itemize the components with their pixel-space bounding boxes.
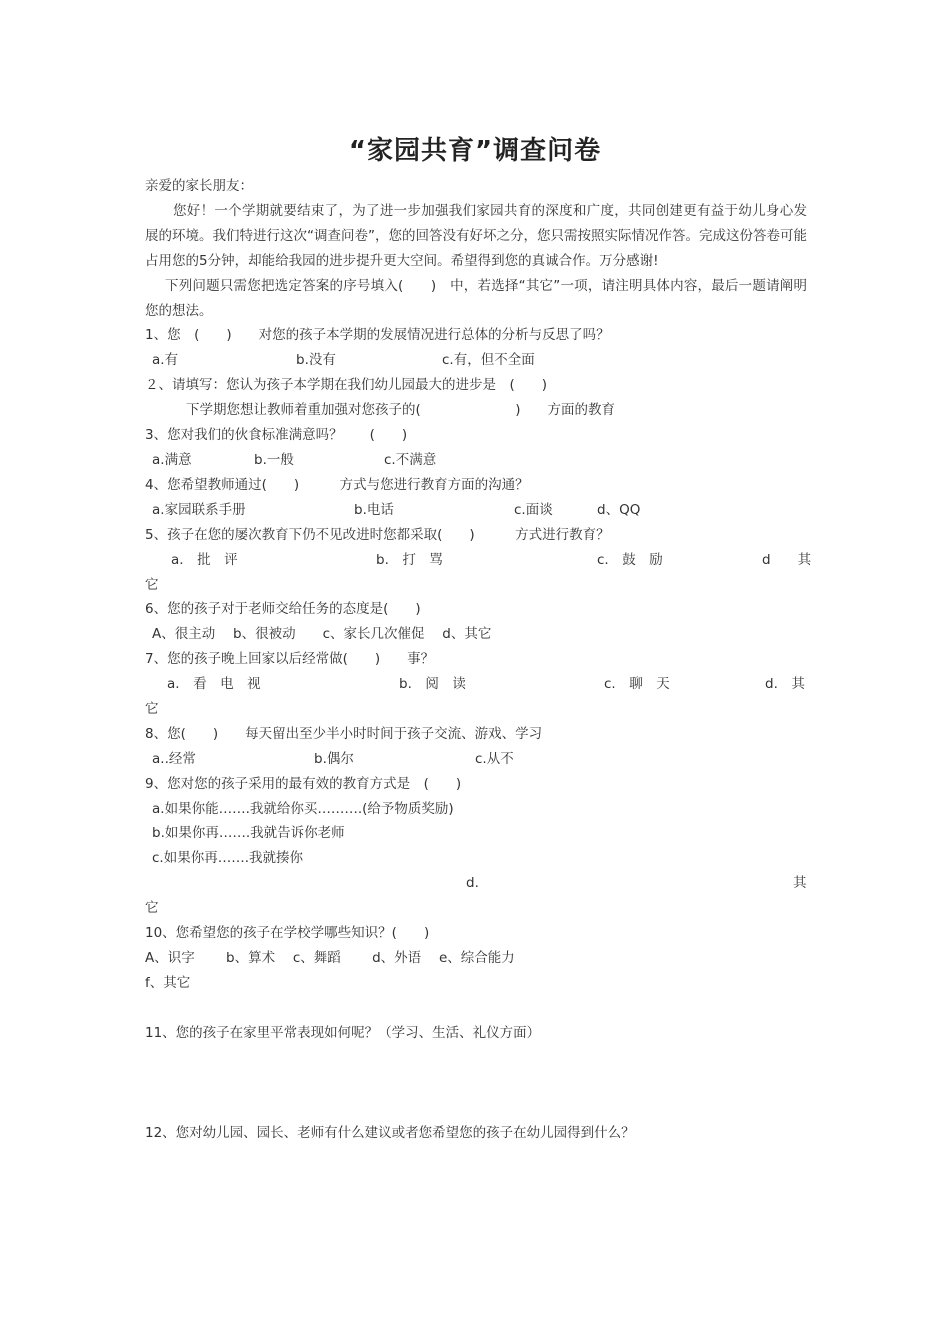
q9-option-d-end: 其 — [793, 875, 807, 891]
q5-option-a: a. 批 评 — [171, 552, 238, 568]
question-3: 3、您对我们的伙食标准满意吗？ ( ) — [145, 427, 408, 443]
q3-option-a: a.满意 — [152, 452, 192, 468]
question-2-sub: 下学期您想让教师着重加强对您孩子的( ) 方面的教育 — [186, 402, 616, 418]
q9-option-d: d. — [466, 875, 479, 891]
q1-option-c: c.有，但不全面 — [442, 352, 535, 368]
q9-option-d-wrap: 它 — [145, 900, 159, 916]
q4-option-d: d、QQ — [597, 502, 641, 518]
intro-paragraph: 您好！一个学期就要结束了，为了进一步加强我们家园共育的深度和广度，共同创建更有益于幼儿身心发展的环境。我们特进行这次“调查问卷”，您的回答没有好坏之分，您只需按照实际情况作答。完成这份答卷可能占用您的5分钟，却能给我园的进步提升更大空间。希望得到您的真诚合作。万分感谢! — [145, 203, 807, 269]
q9-option-b: b.如果你再…….我就告诉你老师 — [152, 825, 345, 841]
q7-option-b: b. 阅 读 — [399, 676, 466, 692]
q5-option-d-wrap: 它 — [145, 577, 159, 593]
q10-options: A、识字 b、算术 c、舞蹈 d、外语 e、综合能力 — [145, 950, 515, 966]
q3-option-c: c.不满意 — [384, 452, 437, 468]
question-8: 8、您( ) 每天留出至少半小时时间于孩子交流、游戏、学习 — [145, 726, 543, 742]
q8-option-a: a..经常 — [152, 751, 196, 767]
question-4: 4、您希望教师通过( ) 方式与您进行教育方面的沟通？ — [145, 477, 529, 493]
greeting: 亲爱的家长朋友： — [145, 178, 253, 194]
question-6: 6、您的孩子对于老师交给任务的态度是( ) — [145, 601, 421, 617]
q8-option-b: b.偶尔 — [314, 751, 354, 767]
question-9: 9、您对您的孩子采用的最有效的教育方式是 ( ) — [145, 776, 462, 792]
q5-option-b: b. 打 骂 — [376, 552, 443, 568]
question-10: 10、您希望您的孩子在学校学哪些知识？( ) — [145, 925, 430, 941]
q7-option-d: d. 其 — [765, 676, 805, 692]
q3-option-b: b.一般 — [254, 452, 294, 468]
question-2: ２、请填写：您认为孩子本学期在我们幼儿园最大的进步是 ( ) — [145, 377, 548, 393]
question-5: 5、孩子在您的屡次教育下仍不见改进时您都采取( ) 方式进行教育？ — [145, 527, 610, 543]
instruction-paragraph: 下列问题只需您把选定答案的序号填入( ) 中，若选择“其它”一项，请注明具体内容，最后一题请阐明您的想法。 — [145, 278, 807, 319]
question-12: 12、您对幼儿园、园长、老师有什么建议或者您希望您的孩子在幼儿园得到什么？ — [145, 1125, 635, 1141]
q7-option-d-wrap: 它 — [145, 701, 159, 717]
q1-option-a: a.有 — [152, 352, 179, 368]
q7-option-c: c. 聊 天 — [604, 676, 670, 692]
q9-option-a: a.如果你能…….我就给你买……….(给予物质奖励) — [152, 801, 454, 817]
q1-option-b: b.没有 — [296, 352, 336, 368]
q7-option-a: a. 看 电 视 — [167, 676, 261, 692]
q4-option-a: a.家园联系手册 — [152, 502, 246, 518]
q8-option-c: c.从不 — [475, 751, 514, 767]
q9-option-c: c.如果你再…….我就揍你 — [152, 850, 304, 866]
question-7: 7、您的孩子晚上回家以后经常做( ) 事？ — [145, 651, 435, 667]
page-title: “家园共育”调查问卷 — [348, 136, 602, 166]
q4-option-b: b.电话 — [354, 502, 394, 518]
question-1: 1、您 ( ) 对您的孩子本学期的发展情况进行总体的分析与反思了吗？ — [145, 327, 610, 343]
q6-options: A、很主动 b、很被动 c、家长几次催促 d、其它 — [152, 626, 492, 642]
question-11: 11、您的孩子在家里平常表现如何呢？（学习、生活、礼仪方面） — [145, 1025, 541, 1041]
q4-option-c: c.面谈 — [514, 502, 553, 518]
q10-option-f: f、其它 — [145, 975, 191, 991]
q5-option-c: c. 鼓 励 — [597, 552, 663, 568]
q5-option-d: d 其 — [762, 552, 812, 568]
